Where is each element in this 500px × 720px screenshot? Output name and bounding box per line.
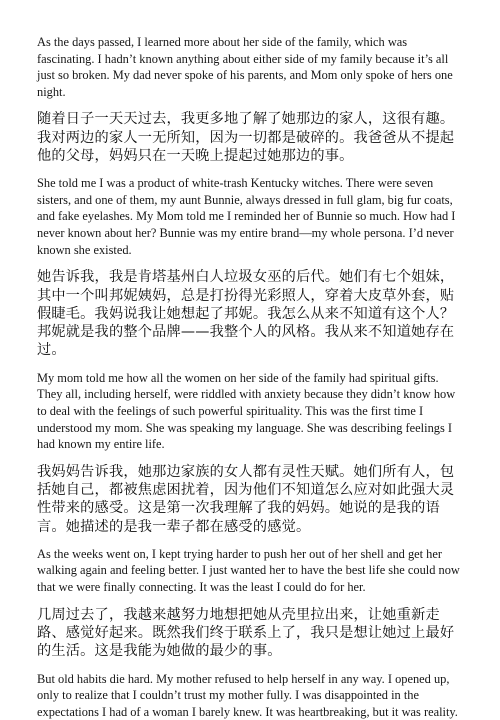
paragraph-english-1: As the days passed, I learned more about her side of the family, which was fascinating. I hadn’t known anything about either side of my family because it’s all just so broken. My dad never spoke of his parents, and Mom only spoke of hers one night. (37, 35, 453, 99)
paragraph-english-5: But old habits die hard. My mother refused to help herself in any way. I opened up, only to realize that I couldn’t trust my mother fully. I was disappointed in the expectations I had of a woman I barely knew. It was heartbreaking, but it was reality. (37, 671, 458, 719)
paragraph-chinese-1: 随着日子一天天过去，我更多地了解了她那边的家人，这很有趣。我对两边的家人一无所知，因为一切都是破碎的。我爸爸从不提起他的父母，妈妈只在一天晚上提起过她那边的事。 (37, 111, 455, 164)
paragraph-chinese-3: 我妈妈告诉我，她那边家族的女人都有灵性天赋。她们所有人，包括她自己，都被焦虑困扰着，因为他们不知道怎么应对如此强大灵性带来的感受。这是第一次我理解了我的妈妈。她说的是我的语言。她描述的是我一辈子都在感受的感觉。 (37, 463, 455, 535)
paragraph-english-4: As the weeks went on, I kept trying harder to push her out of her shell and get her walking again and feeling better. I just wanted her to have the best life she could now that we were finally connecting. It was the least I could do for her. (37, 546, 460, 595)
paragraph-english-2: She told me I was a product of white-trash Kentucky witches. There were seven sisters, and one of them, my aunt Bunnie, always dressed in full glam, big fur coats, and fake eyelashes. My Mom told me I reminded her of Bunnie so much. How had I never known about her? Bunnie was my entire brand—my whole persona. I’d never known she existed. (37, 176, 456, 257)
paragraph-english-3: My mom told me how all the women on her side of the family had spiritual gifts. They all, including herself, were riddled with anxiety because they didn’t know how to deal with the feelings of such powerful spirituality. This was the first time I understood my mom. She was speaking my language. She was describing feelings I had known my entire life. (37, 370, 456, 452)
paragraph-chinese-4: 几周过去了，我越来越努力地想把她从壳里拉出来，让她重新走路、感觉好起来。既然我们终于联系上了，我只是想让她过上最好的生活。这是我能为她做的最少的事。 (37, 606, 455, 660)
paragraph-chinese-2: 她告诉我，我是肯塔基州白人垃圾女巫的后代。她们有七个姐妹，其中一个叫邦妮姨妈，总是打扮得光彩照人，穿着大皮草外套，贴假睫毛。我妈说我让她想起了邦妮。我怎么从来不知道有这个人？邦妮就是我的整个品牌——我整个人的风格。我从来不知道她存在过。 (37, 269, 455, 359)
